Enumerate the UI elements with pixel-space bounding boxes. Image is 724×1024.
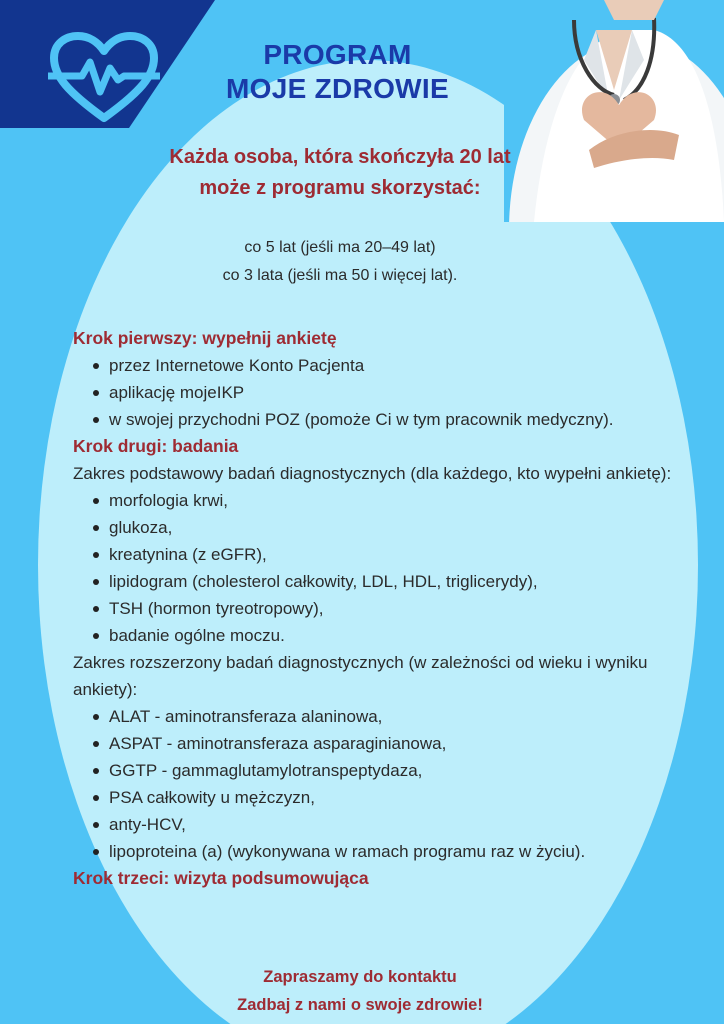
list-item: lipidogram (cholesterol całkowity, LDL, HDL, triglicerydy),: [93, 568, 713, 595]
footer-line-1: Zapraszamy do kontaktu: [263, 968, 457, 986]
list-item: kreatynina (z eGFR),: [93, 541, 713, 568]
list-item: morfologia krwi,: [93, 487, 713, 514]
frequency-info: [140, 234, 540, 290]
step3-heading: Krok trzeci: wizyta podsumowująca: [73, 868, 369, 888]
contact-footer: [160, 963, 560, 1019]
step2-heading: Krok drugi: badania: [73, 436, 239, 456]
extended-tests-list: [73, 703, 713, 865]
title-line-1: PROGRAM: [263, 39, 412, 70]
title-line-2: MOJE ZDROWIE: [226, 73, 449, 104]
heart-pulse-icon: [48, 32, 160, 124]
list-item: PSA całkowity u mężczyzn,: [93, 784, 713, 811]
interval-line-2: co 3 lata (jeśli ma 50 i więcej lat).: [222, 267, 458, 284]
eligibility-lead: [100, 142, 580, 204]
lead-line-2: może z programu skorzystać:: [199, 177, 481, 199]
list-item: ALAT - aminotransferaza alaninowa,: [93, 703, 713, 730]
step1-list: [73, 352, 713, 433]
list-item: glukoza,: [93, 514, 713, 541]
basic-tests-list: [73, 487, 713, 649]
step1-heading: Krok pierwszy: wypełnij ankietę: [73, 328, 337, 348]
basic-scope-intro: Zakres podstawowy badań diagnostycznych (dla każdego, kto wypełni ankietę):: [73, 464, 672, 483]
list-item: w swojej przychodni POZ (pomoże Ci w tym pracownik medyczny).: [93, 406, 713, 433]
extended-scope-intro: Zakres rozszerzony badań diagnostycznych (w zależności od wieku i wyniku ankiety):: [73, 653, 648, 699]
steps-content: [73, 325, 713, 892]
list-item: GGTP - gammaglutamylotranspeptydaza,: [93, 757, 713, 784]
list-item: TSH (hormon tyreotropowy),: [93, 595, 713, 622]
list-item: lipoproteina (a) (wykonywana w ramach programu raz w życiu).: [93, 838, 713, 865]
interval-line-1: co 5 lat (jeśli ma 20–49 lat): [244, 239, 436, 256]
list-item: anty-HCV,: [93, 811, 713, 838]
list-item: badanie ogólne moczu.: [93, 622, 713, 649]
list-item: aplikację mojeIKP: [93, 379, 713, 406]
list-item: ASPAT - aminotransferaza asparaginianowa,: [93, 730, 713, 757]
program-title: [205, 38, 470, 106]
footer-line-2: Zadbaj z nami o swoje zdrowie!: [237, 996, 483, 1014]
lead-line-1: Każda osoba, która skończyła 20 lat: [169, 146, 511, 168]
list-item: przez Internetowe Konto Pacjenta: [93, 352, 713, 379]
